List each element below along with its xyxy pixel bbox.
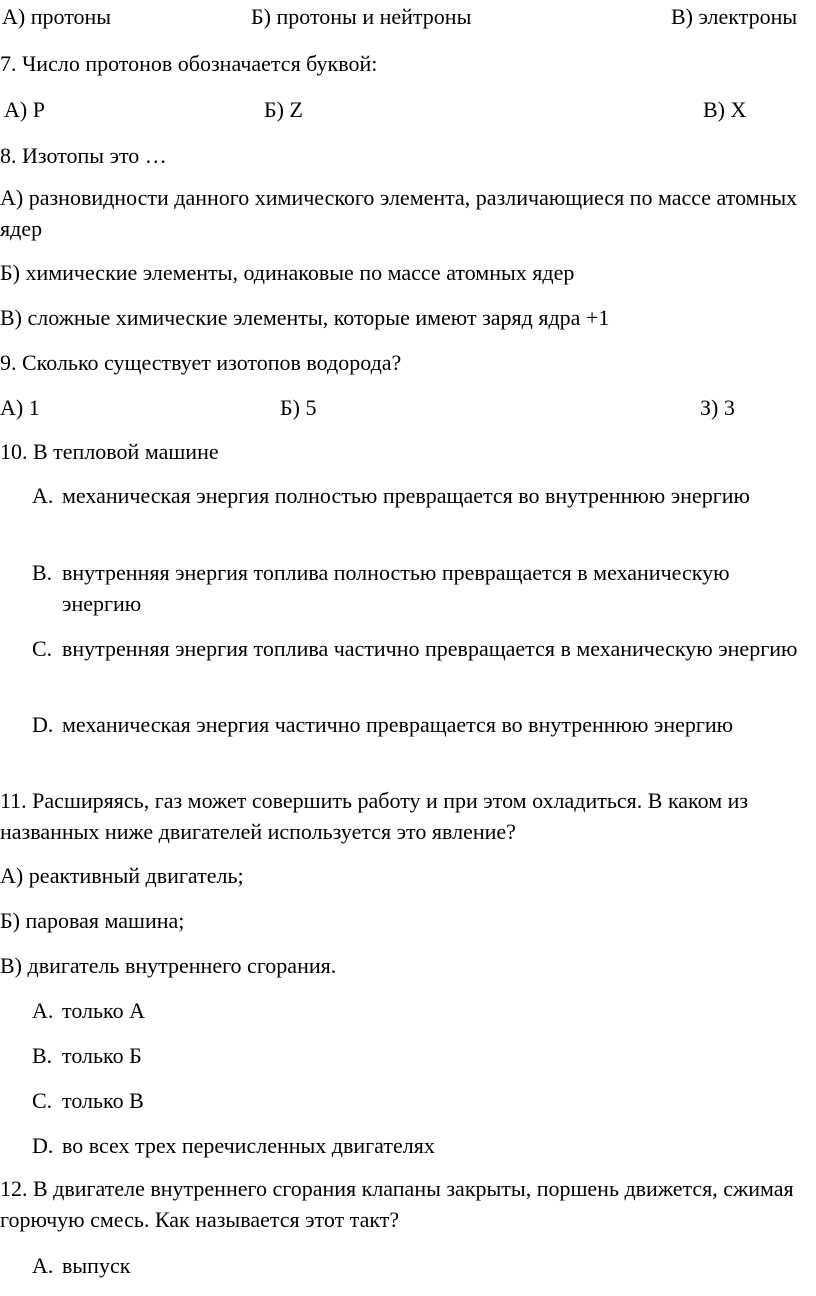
q7-question: 7. Число протонов обозначается буквой: [0,51,378,76]
q7-option-a: А) Р [4,97,45,122]
q10-option-b [32,557,812,619]
q10-option-c-marker: C. [32,636,53,661]
q11-statement-b: Б) паровая машина; [0,908,185,933]
q9-option-b: Б) 5 [280,395,317,420]
q8-option-a: А) разновидности данного химического элемента, различающиеся по массе атомных ядер [0,185,798,241]
q11-option-b-text: только Б [62,1043,142,1068]
q6-options-row [0,4,816,34]
q10-option-b-marker: B. [32,560,53,585]
q11-option-c-text: только В [62,1088,144,1113]
q11-statement-a: А) реактивный двигатель; [0,863,244,888]
q11-option-c-marker: C. [32,1088,53,1113]
q11-option-b [32,1040,812,1071]
q10-option-d [32,709,812,740]
q9-options-row [0,395,816,425]
q7-options-row [0,97,816,127]
q7-option-b: Б) Z [264,97,303,122]
q10-option-a-marker: A. [32,483,54,508]
q11-option-b-marker: B. [32,1043,53,1068]
q11-option-d-text: во всех трех перечисленных двигателях [62,1133,435,1158]
q9-question: 9. Сколько существует изотопов водорода? [0,350,402,375]
q11-option-d-marker: D. [32,1133,54,1158]
q8-option-b: Б) химические элементы, одинаковые по массе атомных ядер [0,260,575,285]
q9-option-a: А) 1 [0,395,40,420]
q10-option-a-text: механическая энергия полностью превращается во внутреннюю энергию [62,483,750,508]
q11-question: 11. Расширяясь, газ может совершить работу и при этом охладиться. В каком из названных ниже двигателей используется это явление? [0,788,749,844]
q10-option-b-text: внутренняя энергия топлива полностью превращается в механическую энергию [62,560,730,616]
q12-option-a [32,1250,812,1281]
q10-option-d-marker: D. [32,712,54,737]
q11-option-a [32,995,812,1026]
q8-question: 8. Изотопы это … [0,143,167,168]
q12-option-a-text: выпуск [62,1253,131,1278]
q8-option-c: В) сложные химические элементы, которые имеют заряд ядра +1 [0,305,610,330]
q11-option-d [32,1130,812,1161]
q12-question: 12. В двигателе внутреннего сгорания клапаны закрыты, поршень движется, сжимая горючую смесь. Как называется этот такт? [0,1176,794,1232]
q10-option-c [32,633,812,664]
q10-option-c-text: внутренняя энергия топлива частично превращается в механическую энергию [62,636,798,661]
q6-option-b: Б) протоны и нейтроны [251,4,472,29]
q9-option-c: З) 3 [700,395,735,420]
q6-option-c: В) электроны [671,4,798,29]
q12-option-a-marker: A. [32,1253,54,1278]
q6-option-a: А) протоны [2,4,112,29]
q11-statement-c: В) двигатель внутреннего сгорания. [0,953,337,978]
q10-option-a [32,480,812,511]
q11-option-a-marker: A. [32,998,54,1023]
q7-option-c: В) Х [703,97,747,122]
q11-option-a-text: только А [62,998,146,1023]
q11-option-c [32,1085,812,1116]
q10-question: 10. В тепловой машине [0,439,219,464]
q10-option-d-text: механическая энергия частично превращается во внутреннюю энергию [62,712,734,737]
